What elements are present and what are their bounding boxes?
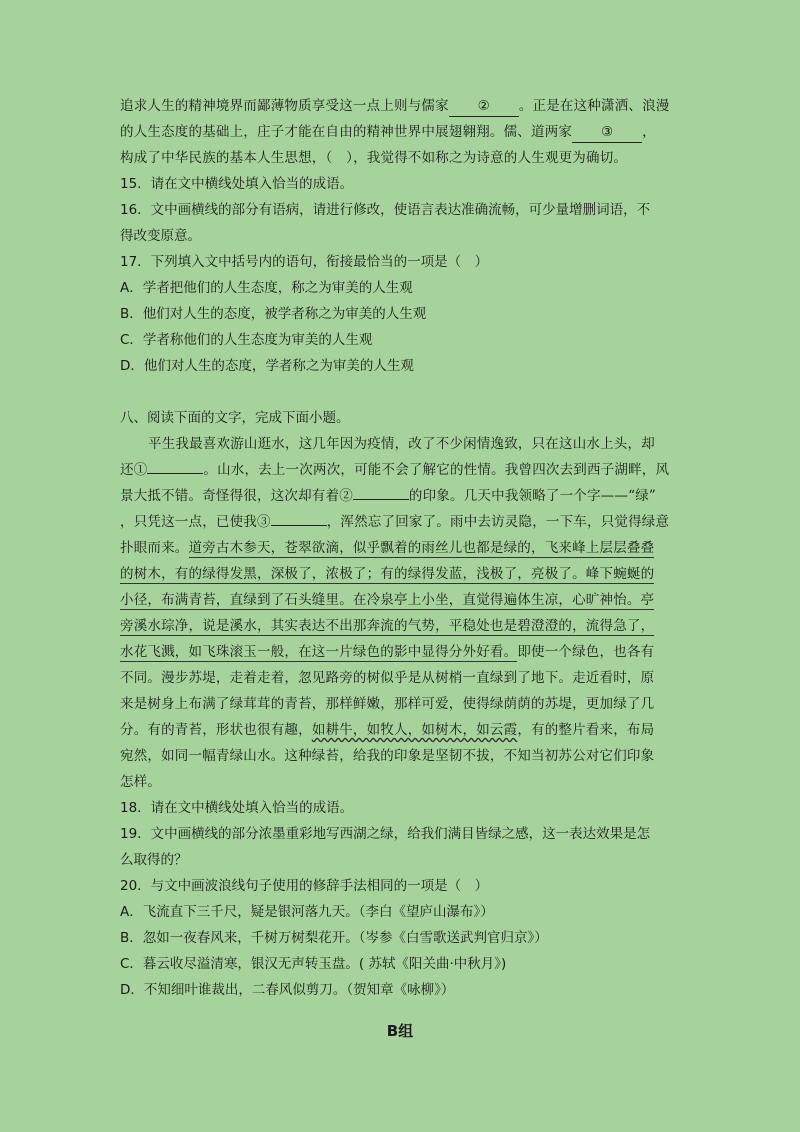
passage-line	[120, 616, 680, 636]
option-a: A．学者把他们的人生态度，称之为审美的人生观	[120, 280, 413, 296]
passage-text: 追求人生的精神境界而鄙薄物质享受这一点上则与儒家	[120, 98, 449, 114]
option-b: B．忽如一夜春风来，千树万树梨花开。（岑参《白雪歌送武判官归京》）	[120, 930, 548, 946]
passage-line: 来是树身上布满了绿茸茸的青苔，那样鲜嫩，那样可爱，使得绿荫荫的苏堤，更加绿了几	[120, 696, 655, 712]
passage-line	[120, 642, 680, 662]
question-19: 19．文中画横线的部分浓墨重彩地写西湖之绿，给我们满目皆绿之感，这一表达效果是怎	[120, 826, 651, 842]
underlined-text: 的树木，有的绿得发黑，深极了，浓极了；有的绿得发蓝，浅极了，亮极了。峰下蜿蜒的	[120, 566, 655, 582]
passage-line	[120, 590, 680, 610]
passage-line: 不同。漫步苏堤，走着走着，忽见路旁的树似乎是从树梢一直绿到了地下。走近看时，原	[120, 670, 655, 686]
passage-text: 扑眼而来。	[120, 540, 189, 556]
passage-text: ，有的整片看来，布局	[517, 722, 655, 738]
passage-text: 构成了中华民族的基本人生思想，（ ），我觉得不如称之为诗意的人生观更为确切。	[120, 150, 628, 166]
passage-text: 。正是在这种潇洒、浪漫	[518, 98, 670, 114]
wavy-underlined-text: 如耕牛，如牧人，如树木，如云霞	[311, 722, 518, 738]
underlined-text: 旁溪水琮净，说是溪水，其实表达不出那奔流的气势，平稳处也是碧澄澄的，流得急了，	[120, 618, 655, 634]
question-17: 17．下列填入文中括号内的语句，衔接最恰当的一项是（ ）	[120, 254, 489, 270]
option-d: D．不知细叶谁裁出，二春风似剪刀。（贺知章《咏柳》）	[120, 982, 455, 998]
answer-blank-2	[353, 499, 409, 500]
passage-text: 还①	[120, 462, 148, 478]
passage-text: 的印象。几天中我领略了一个字——“绿”	[408, 488, 657, 504]
answer-blank-2: ②	[449, 96, 519, 117]
passage-text: ，只凭这一点，已使我③	[120, 514, 271, 530]
option-c: C．学者称他们的人生态度为审美的人生观	[120, 332, 373, 348]
answer-blank-1	[147, 473, 203, 474]
section-b-heading: B组	[386, 1022, 414, 1040]
passage-line	[120, 122, 680, 143]
option-c: C．暮云收尽溢清寒，银汉无声转玉盘。( 苏轼《阳关曲·中秋月》)	[120, 956, 507, 972]
passage-line: 平生我最喜欢游山逛水，这几年因为疫情，改了不少闲情逸致，只在这山水上头，却	[148, 436, 655, 452]
passage-line	[120, 512, 680, 532]
section-heading: 八、阅读下面的文字，完成下面小题。	[120, 410, 350, 426]
passage-line	[120, 460, 680, 480]
option-d: D．他们对人生的态度，学者称之为审美的人生观	[120, 358, 414, 374]
passage-line	[120, 564, 680, 584]
passage-text: 景大抵不错。奇怪得很，这次却有着②	[120, 488, 353, 504]
underlined-text: 小径，布满青苔，直绿到了石头缝里。在冷泉亭上小坐，直觉得遍体生凉，心旷神怡。亭	[120, 592, 655, 608]
passage-line	[120, 486, 680, 506]
passage-text: ，浑然忘了回家了。雨中去访灵隐，一下车，只觉得绿意	[326, 514, 670, 530]
passage-line	[120, 96, 680, 117]
passage-text: 分。有的青苔，形状也很有趣，	[120, 722, 312, 738]
passage-line: 怎样。	[120, 774, 162, 790]
question-16-cont: 得改变原意。	[120, 228, 201, 244]
passage-text: ，	[642, 124, 656, 140]
passage-text: 即使一个绿色，也各有	[517, 644, 655, 660]
option-a: A．飞流直下三千尺，疑是银河落九天。（李白《望庐山瀑布》）	[120, 904, 494, 920]
passage-line	[120, 538, 680, 558]
answer-blank-3: ③	[572, 122, 642, 143]
question-19-cont: 么取得的？	[120, 852, 188, 868]
answer-blank-3	[271, 525, 327, 526]
question-16: 16．文中画横线的部分有语病，请进行修改，使语言表达准确流畅，可少量增删词语，不	[120, 202, 651, 218]
question-18: 18．请在文中横线处填入恰当的成语。	[120, 800, 354, 816]
underlined-text: 水花飞溅，如飞珠滚玉一般，在这一片绿色的影中显得分外好看。	[120, 644, 518, 660]
passage-line	[120, 720, 680, 740]
question-15: 15．请在文中横线处填入恰当的成语。	[120, 176, 354, 192]
passage-line: 宛然，如同一幅青绿山水。这种绿苔，给我的印象是坚韧不拔，不知当初苏公对它们印象	[120, 748, 655, 764]
passage-text: 的人生态度的基础上，庄子才能在自由的精神世界中展翅翱翔。儒、道两家	[120, 124, 573, 140]
underlined-text: 道旁古木参天，苍翠欲滴，似乎飘着的雨丝儿也都是绿的，飞来峰上层层叠叠	[188, 540, 655, 556]
option-b: B．他们对人生的态度，被学者称之为审美的人生观	[120, 306, 427, 322]
passage-text: 。山水，去上一次两次，可能不会了解它的性情。我曾四次去到西子湖畔，风	[203, 462, 670, 478]
passage-line	[120, 148, 680, 168]
question-20: 20．与文中画波浪线句子使用的修辞手法相同的一项是（ ）	[120, 878, 489, 894]
